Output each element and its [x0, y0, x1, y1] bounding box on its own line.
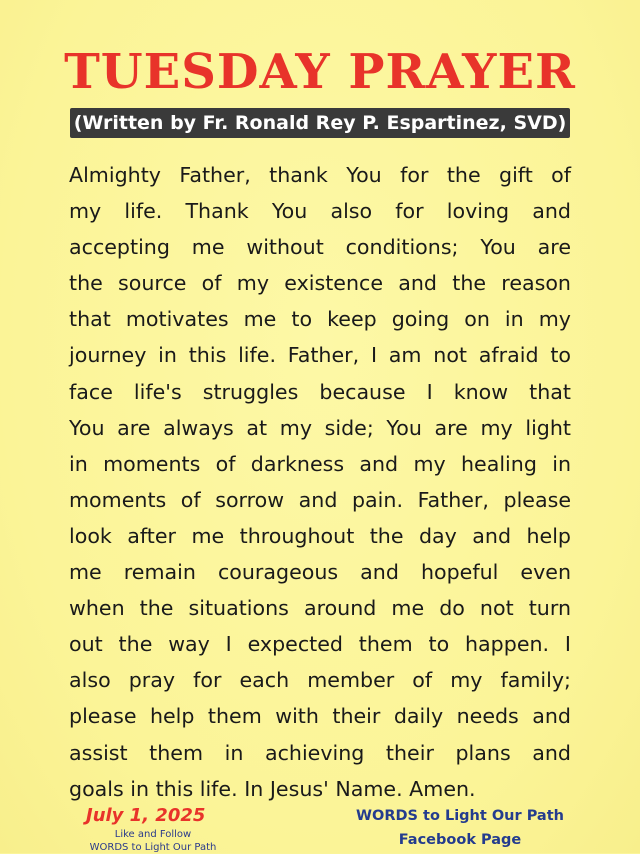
prayer-line: journey in this life. Father, I am not afraid to	[69, 343, 571, 368]
prayer-line: assist them in achieving their plans and	[69, 740, 571, 765]
prayer-line: in moments of darkness and my healing in	[69, 451, 571, 476]
prayer-line: please help them with their daily needs and	[69, 704, 571, 729]
follow-line: Like and Follow	[114, 829, 192, 840]
prayer-line: me remain courageous and hopeful even	[69, 560, 571, 585]
prayer-line: face life's struggles because I know that	[69, 379, 571, 404]
page-name-line: WORDS to Light Our Path	[356, 808, 564, 824]
prayer-line: out the way I expected them to happen. I	[69, 632, 571, 657]
facebook-page-credit	[340, 804, 580, 852]
prayer-line: that motivates me to keep going on in my	[69, 307, 571, 332]
prayer-line: look after me throughout the day and help	[69, 523, 571, 548]
prayer-line: Almighty Father, thank You for the gift of	[69, 163, 571, 187]
prayer-line: You are always at my side; You are my light	[69, 415, 571, 440]
byline-container	[0, 108, 640, 138]
follow-caption	[78, 828, 228, 854]
prayer-body	[69, 157, 571, 807]
page-type-line: Facebook Page	[398, 832, 522, 848]
prayer-title: TUESDAY PRAYER	[64, 44, 576, 100]
author-byline: (Written by Fr. Ronald Rey P. Espartinez, SVD)	[70, 108, 571, 138]
post-date: July 1, 2025	[86, 805, 206, 826]
prayer-line: the source of my existence and the reason	[69, 271, 571, 296]
prayer-line: my life. Thank You also for loving and	[69, 199, 571, 224]
prayer-line: goals in this life. In Jesus' Name. Amen.	[69, 776, 476, 801]
follow-page-name: WORDS to Light Our Path	[89, 842, 217, 853]
prayer-line: also pray for each member of my family;	[69, 668, 571, 693]
prayer-line: when the situations around me do not turn	[69, 596, 571, 621]
prayer-line: moments of sorrow and pain. Father, please	[69, 487, 571, 512]
prayer-line: accepting me without conditions; You are	[69, 235, 571, 260]
